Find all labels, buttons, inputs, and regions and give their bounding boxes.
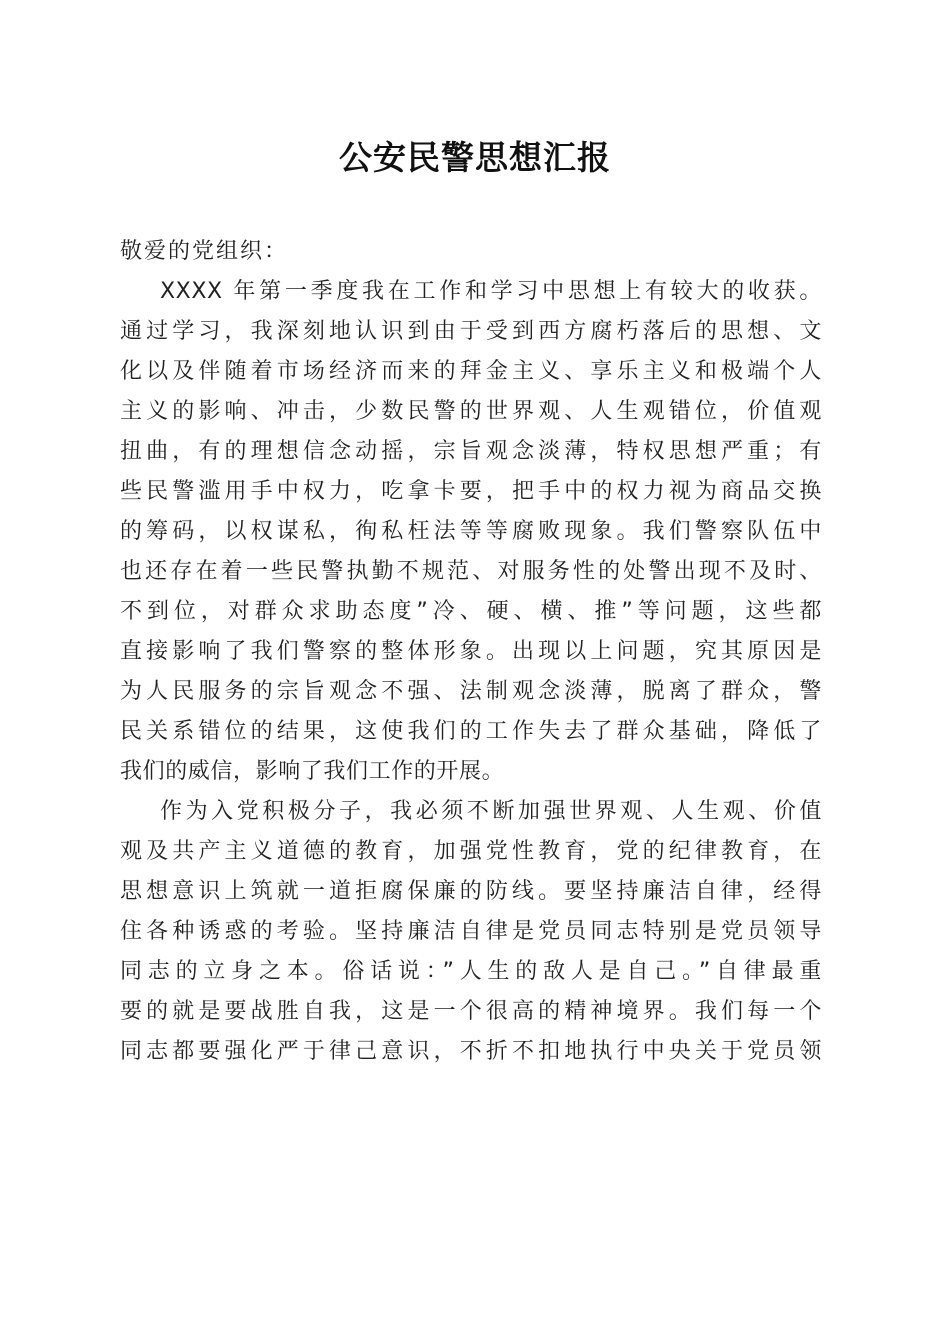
paragraph-line: 作为入党积极分子，我必须不断加强世界观、人生观、价值 bbox=[160, 799, 822, 824]
paragraph-line: 直接影响了我们警察的整体形象。出现以上问题，究其原因是 bbox=[120, 639, 822, 664]
paragraph-line: 不到位，对群众求助态度”冷、硬、横、推”等问题，这些都 bbox=[120, 599, 822, 624]
paragraph-2 bbox=[120, 792, 822, 1072]
paragraph-line: 的筹码，以权谋私，徇私枉法等等腐败现象。我们警察队伍中 bbox=[120, 519, 822, 544]
paragraph-line: 为人民服务的宗旨观念不强、法制观念淡薄，脱离了群众，警 bbox=[120, 679, 822, 704]
paragraph-line: 同志都要强化严于律己意识，不折不扣地执行中央关于党员领 bbox=[120, 1039, 822, 1064]
paragraph-1 bbox=[120, 272, 822, 792]
paragraph-line: 住各种诱惑的考验。坚持廉洁自律是党员同志特别是党员领导 bbox=[120, 919, 822, 944]
paragraph-line: XXXX 年第一季度我在工作和学习中思想上有较大的收获。 bbox=[160, 279, 822, 304]
paragraph-line: 同志的立身之本。俗话说：”人生的敌人是自己。”自律最重 bbox=[120, 959, 822, 984]
paragraph-line: 扭曲，有的理想信念动摇，宗旨观念淡薄，特权思想严重；有 bbox=[120, 439, 822, 464]
document-title: 公安民警思想汇报 bbox=[339, 138, 611, 177]
salutation: 敬爱的党组织： bbox=[120, 239, 289, 264]
paragraph-line: 化以及伴随着市场经济而来的拜金主义、享乐主义和极端个人 bbox=[120, 359, 822, 384]
document-body bbox=[120, 232, 822, 1072]
paragraph-line: 通过学习，我深刻地认识到由于受到西方腐朽落后的思想、文 bbox=[120, 319, 822, 344]
paragraph-line: 些民警滥用手中权力，吃拿卡要，把手中的权力视为商品交换 bbox=[120, 479, 822, 504]
paragraph-line: 我们的威信，影响了我们工作的开展。 bbox=[120, 759, 505, 784]
paragraph-line: 观及共产主义道德的教育，加强党性教育，党的纪律教育，在 bbox=[120, 839, 822, 864]
paragraph-line: 思想意识上筑就一道拒腐保廉的防线。要坚持廉洁自律，经得 bbox=[120, 879, 822, 904]
paragraph-line: 要的就是要战胜自我，这是一个很高的精神境界。我们每一个 bbox=[120, 999, 822, 1024]
paragraph-line: 主义的影响、冲击，少数民警的世界观、人生观错位，价值观 bbox=[120, 399, 822, 424]
paragraph-line: 也还存在着一些民警执勤不规范、对服务性的处警出现不及时、 bbox=[120, 559, 822, 584]
paragraph-line: 民关系错位的结果，这使我们的工作失去了群众基础，降低了 bbox=[120, 719, 822, 744]
